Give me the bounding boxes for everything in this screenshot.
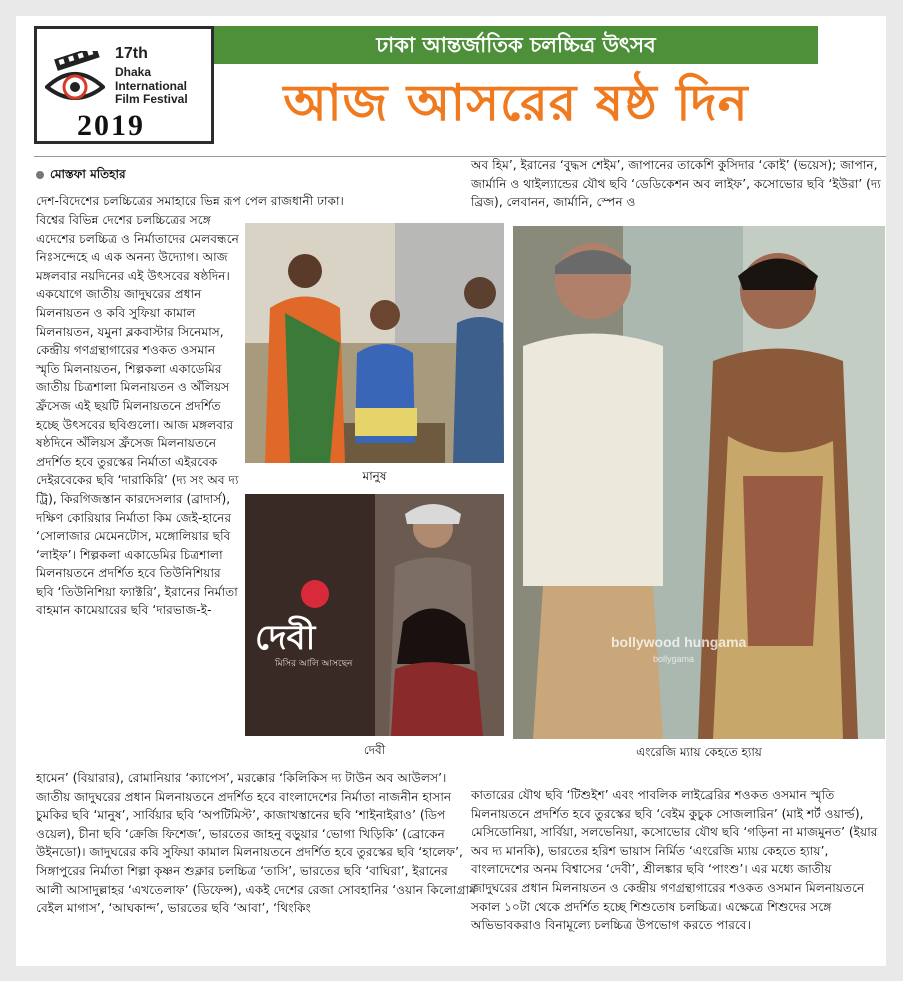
manush-caption: মানুষ	[362, 469, 387, 483]
logo-edition: 17th	[115, 45, 148, 62]
article-column-1-continued: হামেন’ (বিয়ারার), রোমানিয়ার ‘ক্যাপেস’, মরক্কোর ‘কিলিকিস দ্য টাউন অব আউলস’। জাতীয় জাদুঘরের প্রধান মিলনায়তনে প্রদর্শিত হবে বাংলাদেশের নির্মাতা নাজনীন হাসান চুমকির ছবি ‘মানুষ’, সার্বিয়ার ছবি ‘অপটিমিস্ট’, কাজাখস্তানের ছবি ‘শাইনাইরাও’ (ডিপ ওয়েল), চীনা ছবি ‘ক্রেজি ফিশেজ’, ভারতের জাহনু বড়ুয়ার ‘ভোগা খিড়িকি’ (ব্রোকেন উইনডো)। জাদুঘরের কবি সুফিয়া কামাল মিলনায়তনে প্রদর্শিত হবে তুরস্কের ছবি ‘হালেফ’, সিঙ্গাপুরের নির্মাতা শিল্পা কৃষ্ণন শুক্লার চলচ্চিত্র ‘তাসি’, ভারতের ছবি ‘বাঘিরা’, ইরানের আলী আসাদুল্লাহর ‘এখতেলাফ’ (ডিফেন্স), একই দেশের রেজা সোবহানির ‘ওয়ান কিলোগ্রাম বেইল মাগাস’, ‘আঘকান্দ’, ভারতের ছবি ‘আবা’, ‘থিংকিং	[36, 771, 476, 916]
author-name: মোস্তফা মতিহার	[50, 167, 126, 181]
article-column-1: বিশ্বের বিভিন্ন দেশের চলচ্চিত্রের সঙ্গে এদেশের চলচ্চিত্র ও নির্মাতাদের মেলবন্ধনে নিঃসন্দেহে এ এক অনন্য উদ্যোগ। আজ মঙ্গলবার নয়দিনের এই উৎসবের ষষ্ঠদিন। একযোগে জাতীয় জাদুঘরের প্রধান মিলনায়তন ও কবি সুফিয়া কামাল মিলনায়তন, যমুনা ব্লকবাস্টার সিনেমাস, কেন্দ্রীয় গণগ্রন্থাগারের শওকত ওসমান স্মৃতি মিলনায়তন, শিল্পকলা একাডেমির জাতীয় চিত্রশালা মিলনায়তন ও অঁলিয়স ফ্রঁসেজ এই ছয়টি মিলনায়তনে প্রদর্শিত হচ্ছে উৎসবের ছবিগুলো। আজ মঙ্গলবার ষষ্ঠদিনে অঁলিয়স ফ্রঁসেজ মিলনায়তনে প্রদর্শিত হবে তুরস্কের নির্মাতা এইরবেক দেইরবেকের ছবি ‘দারাকিরি’ (দ্য সং অব দ্য ট্রি), কিরগিজস্তান কারদেসলার (ব্রাদার্স), দক্ষিণ কোরিয়ার নির্মাতা কিম জেই-হানের ‘সোলাজার মেমেনটোস, মঙ্গোলিয়ার ছবি ‘লাইফ’। শিল্পকলা একাডেমির চিত্রশালা মিলনায়তনে প্রদর্শিত হবে তিউনিশিয়ার ছবি ‘তিউনিশিয়া ফ্যাক্টরি’, ইরানের নির্মাতা বাহমান কামেয়ারের ছবি ‘দারভাজ-ই-	[36, 213, 239, 618]
watermark-brand: bollywood hungama	[611, 634, 747, 650]
headline: আজ আসরের ষষ্ঠ দিন	[283, 74, 749, 132]
article-column-2-top: অব হিম’, ইরানের ‘বুদ্ধস শেইম’, জাপানের তাকেশি কুসিদার ‘কোই’ (ভয়েস); জাপান, জার্মানি ও থাইল্যান্ডের যৌথ ছবি ‘ডেডিকেশন অব লাইফ’, কসোভোর ছবি ‘ইউরা’ (দ্য ব্রিজ), লেবানন, জার্মানি, স্পেন ও	[471, 158, 881, 210]
film-eye-icon	[45, 51, 105, 109]
debi-photo	[245, 494, 504, 736]
logo-year: 2019	[77, 109, 145, 142]
manush-photo	[245, 223, 504, 463]
angrezi-photo	[513, 226, 885, 739]
intro-paragraph: দেশ-বিদেশের চলচ্চিত্রের সমাহারে ভিন্ন রূপ পেল রাজধানী ঢাকা।	[36, 194, 344, 208]
logo-line-3: Film Festival	[115, 92, 188, 106]
debi-poster-title: দেবী	[255, 618, 316, 658]
manush-scene	[245, 223, 504, 463]
byline	[36, 166, 126, 186]
watermark-tag: bollygama	[653, 654, 695, 664]
festival-banner: ঢাকা আন্তর্জাতিক চলচ্চিত্র উৎসব	[214, 26, 818, 64]
angrezi-scene	[513, 226, 885, 739]
newspaper-page	[16, 16, 886, 966]
festival-logo	[34, 26, 214, 144]
article-column-2-bottom: কাতারের যৌথ ছবি ‘টিশুইশ’ এবং পাবলিক লাইব্রেরির শওকত ওসমান স্মৃতি মিলনায়তনে প্রদর্শিত হবে তুরস্কের ছবি ‘বেইম কুচুক সোজলারিন’ (মাই শর্ট ওয়ার্ল্ড), মেসিডোনিয়া, সার্বিয়া, সলভেনিয়া, কসোভোর যৌথ ছবি ‘গড়িনা না মাজমুনত’ (ইয়ার অব দ্য মানকি), ভারতের হরিশ ভায়াস নির্মিত ‘এংরেজি ম্যায় কেহতে হ্যায়’, বাংলাদেশের অনম বিশ্বাসের ‘দেবী’, শ্রীলঙ্কার ছবি ‘পাংশু’। এর মধ্যে জাতীয় জাদুঘরের প্রধান মিলনায়তন ও কেন্দ্রীয় গণগ্রন্থাগারের শওকত ওসমান মিলনায়তনে সকাল ১০টা থেকে প্রদর্শিত হচ্ছে শিশুতোষ চলচ্চিত্র। এক্ষেত্রে শিশুদের সঙ্গে অভিভাবকরাও বিনামূল্যে চলচ্চিত্র উপভোগ করতে পারবে।	[471, 788, 878, 933]
debi-caption: দেবী	[363, 743, 386, 757]
debi-poster-subtitle: মিসির আলি আসছেন	[275, 659, 353, 669]
logo-line-1: Dhaka	[115, 65, 152, 79]
bullet-icon	[36, 171, 44, 179]
angrezi-caption: এংরেজি ম্যায় কেহতে হ্যায়	[636, 745, 762, 759]
logo-line-2: International	[115, 79, 188, 93]
